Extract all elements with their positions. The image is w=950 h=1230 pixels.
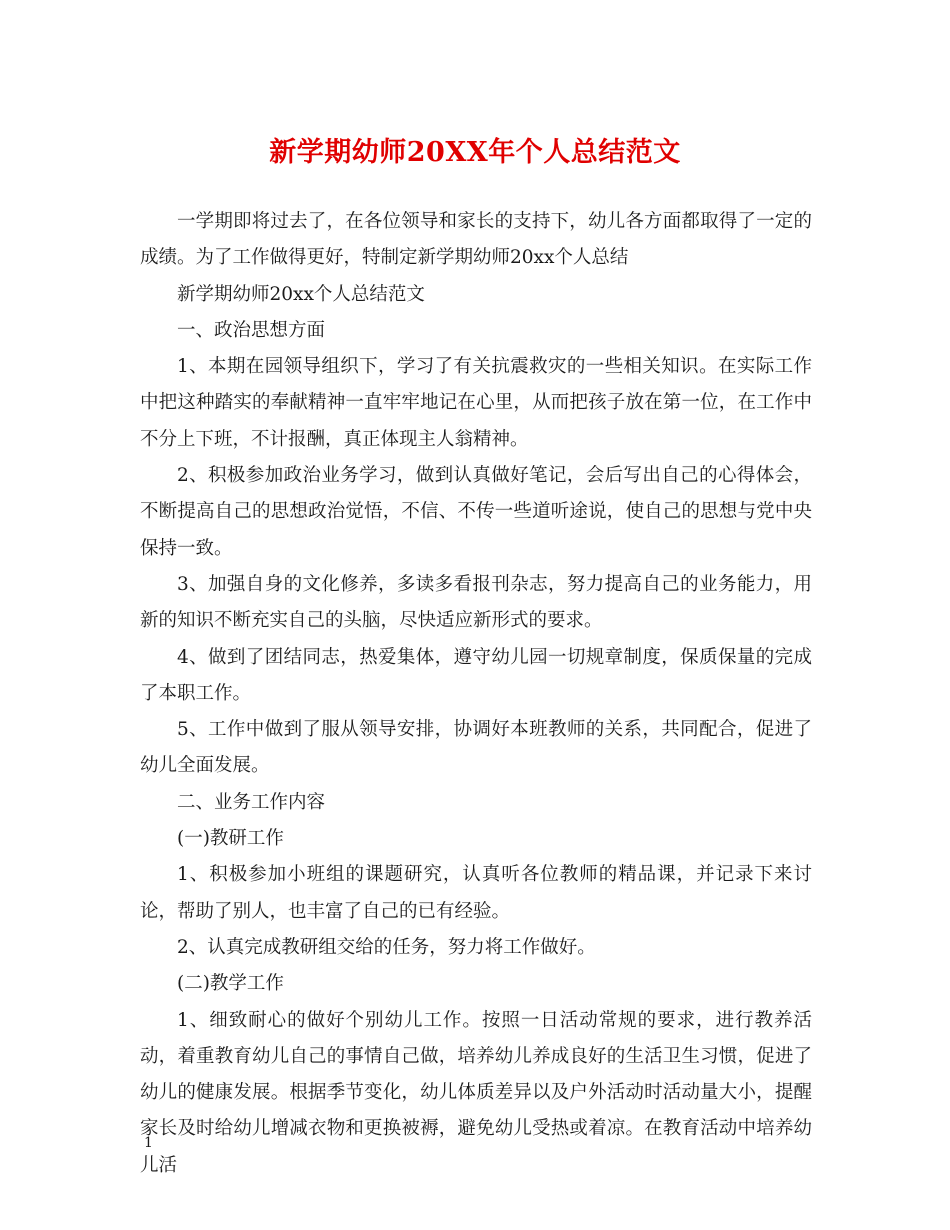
paragraph: 3、加强自身的文化修养，多读多看报刊杂志，努力提高自己的业务能力，用新的知识不断充实自己的头脑，尽快适应新形式的要求。	[140, 573, 812, 632]
document-title: 新学期幼师20XX年个人总结范文	[269, 137, 681, 168]
paragraph: 5、工作中做到了服从领导安排，协调好本班教师的关系，共同配合，促进了幼儿全面发展。	[140, 719, 812, 777]
document-body	[140, 204, 812, 1184]
paragraph: 一学期即将过去了，在各位领导和家长的支持下，幼儿各方面都取得了一定的成绩。为了工作做得更好，特制定新学期幼师20xx个人总结	[140, 211, 812, 269]
paragraph: 4、做到了团结同志，热爱集体，遵守幼儿园一切规章制度，保质保量的完成了本职工作。	[140, 646, 812, 704]
paragraph: 1、细致耐心的做好个别幼儿工作。按照一日活动常规的要求，进行教养活动，着重教育幼儿自己的事情自己做，培养幼儿养成良好的生活卫生习惯，促进了幼儿的健康发展。根据季节变化，幼儿体质差异以及户外活动时活动量大小，提醒家长及时给幼儿增减衣物和更换被褥，避免幼儿受热或着凉。在教育活动中培养幼儿活	[140, 1009, 812, 1176]
paragraph: 1、积极参加小班组的课题研究，认真听各位教师的精品课，并记录下来讨论，帮助了别人，也丰富了自己的已有经验。	[140, 864, 812, 922]
paragraph: 新学期幼师20xx个人总结范文	[177, 283, 425, 305]
section-heading: 二、业务工作内容	[177, 791, 326, 813]
paragraph: 2、积极参加政治业务学习，做到认真做好笔记，会后写出自己的心得体会，不断提高自己的思想政治觉悟，不信、不传一些道听途说，使自己的思想与党中央保持一致。	[140, 465, 812, 559]
paragraph: 1、本期在园领导组织下，学习了有关抗震救灾的一些相关知识。在实际工作中把这种踏实的奉献精神一直牢牢地记在心里，从而把孩子放在第一位，在工作中不分上下班，不计报酬，真正体现主人翁精神。	[140, 356, 812, 450]
section-heading: 一、政治思想方面	[177, 319, 326, 341]
subsection-heading: (二)教学工作	[177, 973, 284, 995]
paragraph: 2、认真完成教研组交给的任务，努力将工作做好。	[177, 936, 596, 958]
subsection-heading: (一)教研工作	[177, 828, 284, 850]
page-number: 1	[144, 1135, 153, 1151]
